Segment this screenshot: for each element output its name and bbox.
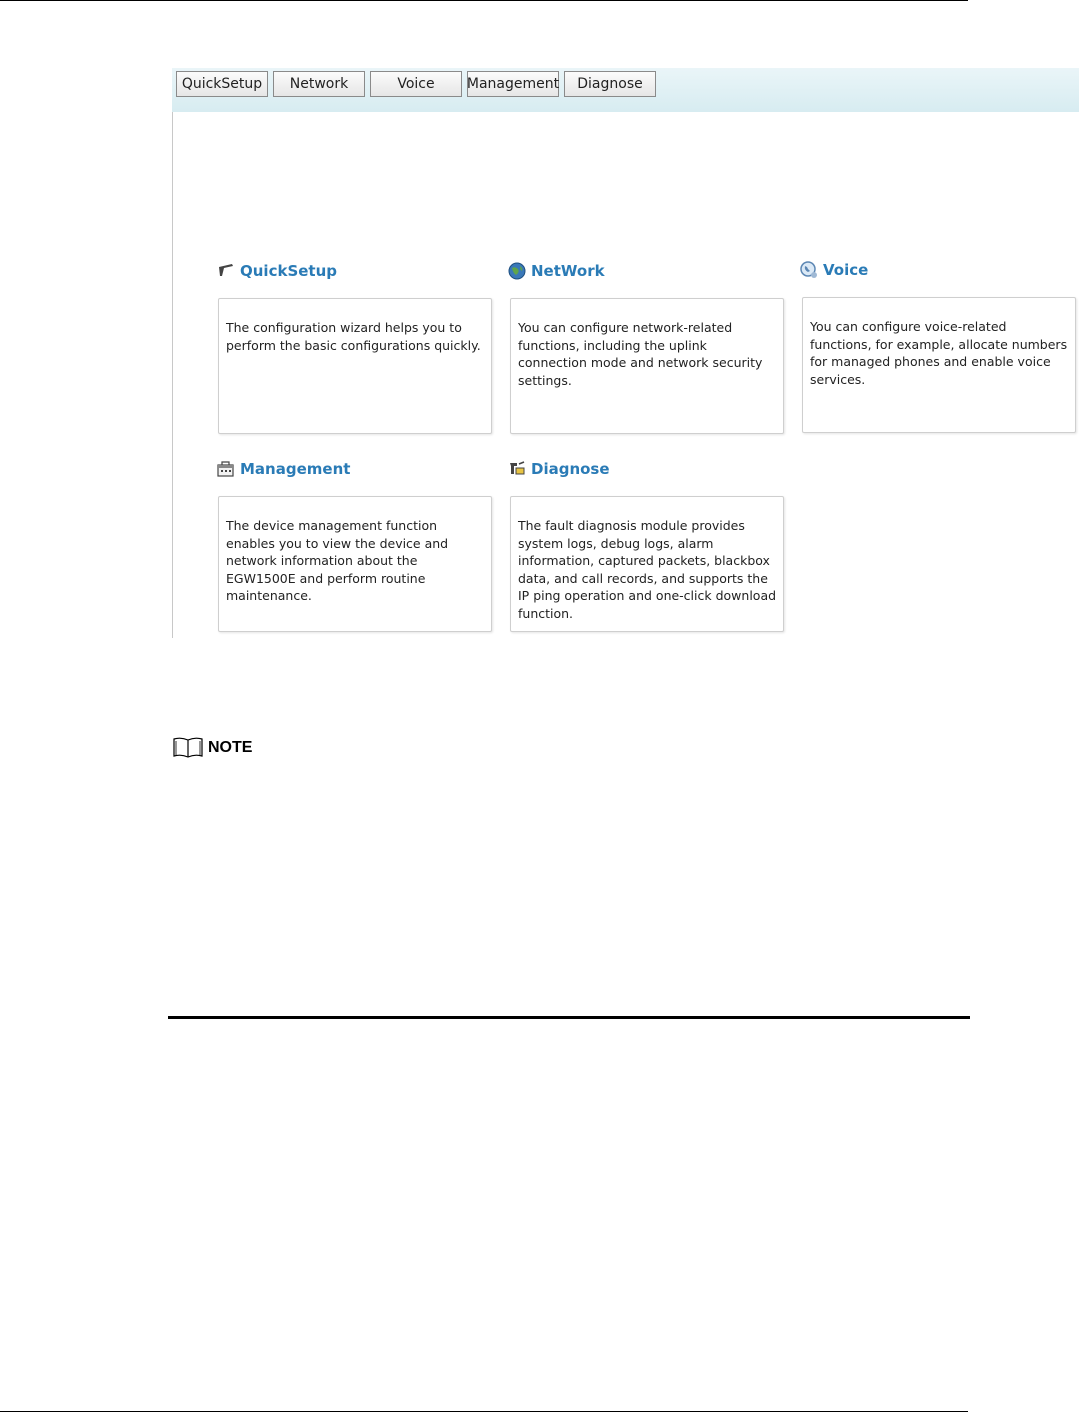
diagnose-description: The fault diagnosis module provides system logs, debug logs, alarm information, captured packets, blackbox data, and call records, and supports the IP ping operation and one-click download function. (518, 518, 777, 621)
tools-icon (507, 459, 527, 479)
diagnose-title: Diagnose (531, 460, 610, 478)
diagnose-link[interactable] (507, 459, 610, 479)
quicksetup-link[interactable] (216, 261, 337, 281)
voice-card (802, 297, 1076, 433)
tab-diagnose[interactable]: Diagnose (564, 71, 656, 97)
menu-bar (172, 68, 1079, 112)
pen-icon (216, 261, 236, 281)
tab-voice[interactable]: Voice (370, 71, 462, 97)
note-callout (172, 736, 252, 760)
voice-description: You can configure voice-related functions, for example, allocate numbers for managed phones and enable voice services. (810, 319, 1068, 387)
quicksetup-title: QuickSetup (240, 262, 338, 280)
book-icon (172, 736, 204, 760)
network-link[interactable] (507, 261, 605, 281)
management-link[interactable] (216, 459, 350, 479)
toolbox-icon (216, 459, 236, 479)
footer-rule (0, 1411, 968, 1412)
management-card (218, 496, 492, 632)
network-title: NetWork (531, 262, 605, 280)
management-description: The device management function enables you to view the device and network information about the EGW1500E and perform routine maintenance. (226, 518, 449, 603)
frame-border (172, 68, 173, 638)
tab-management[interactable]: Management (467, 71, 559, 97)
tab-network[interactable]: Network (273, 71, 365, 97)
note-label: NOTE (208, 739, 253, 756)
tab-quicksetup[interactable]: QuickSetup (176, 71, 268, 97)
header-rule (0, 0, 968, 1)
management-title: Management (240, 460, 351, 478)
phone-icon (799, 260, 819, 280)
diagnose-card (510, 496, 784, 632)
web-ui-screenshot (172, 68, 1079, 638)
quicksetup-card (218, 298, 492, 434)
voice-title: Voice (823, 261, 869, 279)
quicksetup-description: The configuration wizard helps you to perform the basic configurations quickly. (226, 320, 481, 353)
network-card (510, 298, 784, 434)
network-description: You can configure network-related functions, including the uplink connection mode and network security settings. (518, 320, 763, 388)
section-rule (168, 1016, 970, 1019)
voice-link[interactable] (799, 260, 868, 280)
globe-icon (507, 261, 527, 281)
